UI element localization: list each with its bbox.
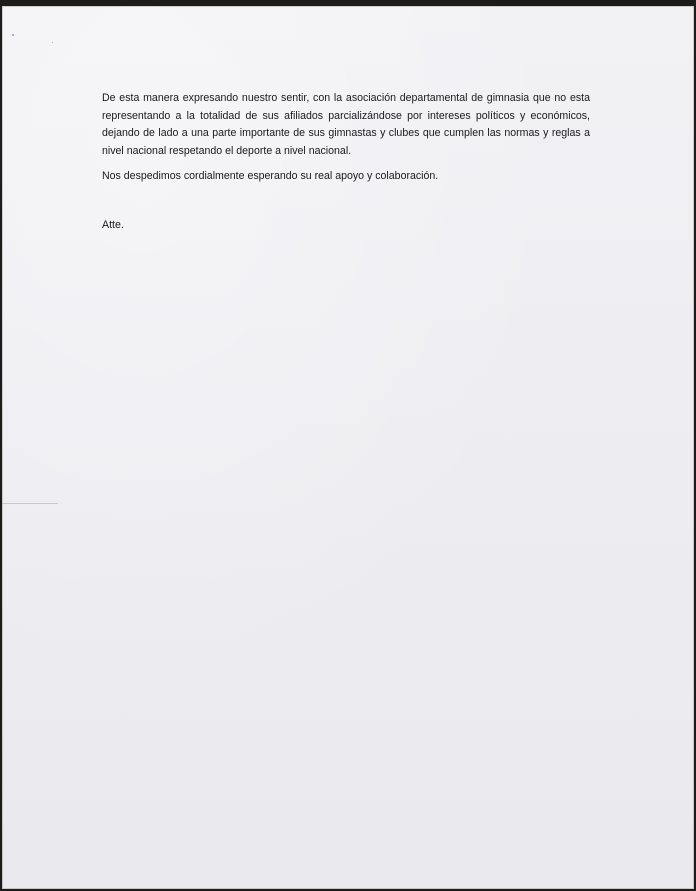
document-page bbox=[2, 6, 694, 889]
paper-fold-mark bbox=[2, 503, 58, 504]
letter-body bbox=[102, 90, 590, 234]
closing-salutation: Atte. bbox=[102, 218, 124, 231]
paper-speck bbox=[12, 34, 14, 36]
paper-speck bbox=[52, 42, 53, 43]
farewell-paragraph: Nos despedimos cordialmente esperando su real apoyo y colaboración. bbox=[102, 170, 439, 182]
body-paragraph: De esta manera expresando nuestro sentir, con la asociación departamental de gimnasia que no esta representando a la totalidad de sus afiliados parcializándose por intereses políticos y económicos, dejando de lado a una parte importante de sus gimnastas y clubes que cumplen las normas y reglas a nivel nacional respetando el deporte a nivel nacional. bbox=[102, 92, 590, 157]
